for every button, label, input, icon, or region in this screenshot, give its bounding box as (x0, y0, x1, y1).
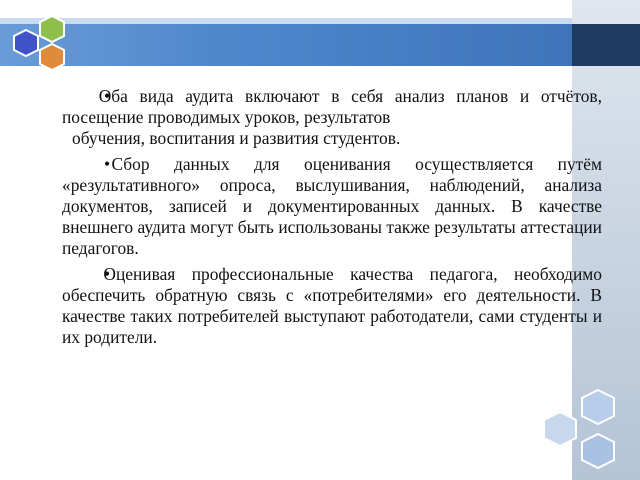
slide-body (62, 86, 602, 353)
hexagon-pattern-icon (532, 386, 632, 480)
bullet-item (62, 154, 602, 259)
bullet-item (62, 264, 602, 348)
top-corner-block (572, 24, 640, 66)
bullet-text: Оценивая профессиональные качества педагога, необходимо обеспечить обратную связь с «потребителями» его деятельности. В качестве таких потребителей выступают работодатели, сами студенты и их родители. (62, 264, 602, 347)
bullet-text-tail: обучения, воспитания и развития студентов. (72, 128, 401, 148)
bullet-text: Сбор данных для оценивания осуществляется путём «результативного» опроса, выслушивания, наблюдений, анализа документов, записей и документированных данных. В качестве внешнего аудита могут быть использованы также результаты аттестации педагогов. (62, 154, 602, 258)
bullet-text: Оба вида аудита включают в себя анализ планов и отчётов, посещение проводимых уроков, результатов (62, 86, 602, 127)
hexagon-cluster-icon (4, 12, 76, 84)
bullet-item (62, 86, 602, 149)
top-title-band (0, 24, 572, 66)
